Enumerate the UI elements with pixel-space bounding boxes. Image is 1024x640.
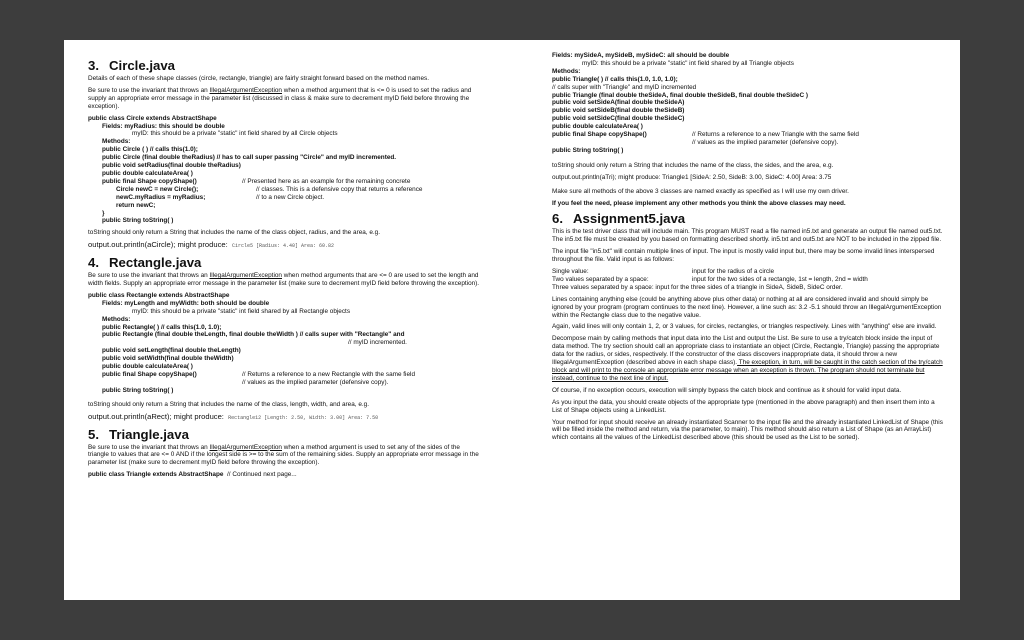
input-format-row: Three values separated by a space: input for the three sides of a triangle in SideA, SideB, SideC order. — [552, 283, 843, 291]
section-heading-assignment5 — [552, 211, 944, 226]
output-example — [88, 413, 480, 423]
method-line: public void setSideA(final double theSideA) — [552, 99, 685, 107]
paragraph — [88, 444, 480, 468]
method-line: public double calculateArea( ) — [102, 363, 193, 371]
method-line: } — [102, 209, 105, 217]
section-number: 5. — [88, 426, 99, 442]
class-signature: public class Rectangle extends AbstractShape — [88, 291, 230, 299]
method-line — [88, 379, 480, 387]
paragraph: toString should only return a String that includes the name of the class, length, width, and area, e.g. — [88, 400, 370, 408]
label: Two values separated by a space: — [552, 275, 649, 283]
method-line: public double calculateArea( ) — [552, 123, 643, 131]
methods-label: Methods: — [102, 315, 131, 323]
paragraph: Again, valid lines will only contain 1, 2, or 3 values, for circles, rectangles, or triangles respectively. Lines with "anything" else are invalid. — [552, 323, 937, 331]
exception-link: IllegalArgumentException — [209, 86, 282, 94]
code: Circle newC = new Circle(); — [116, 185, 199, 193]
text: output.out.println(aRect); might produce: — [88, 411, 224, 421]
value: input for the two sides of a rectangle, 1st = length, 2nd = width — [692, 275, 868, 283]
exception-link: IllegalArgumentException — [209, 272, 282, 280]
method-line — [552, 139, 944, 147]
method-line: public void setWidth(final double theWidth) — [102, 355, 234, 363]
underlined-text: The exception, in turn, will be caught in the catch section of the try/catch block and will print to the console an appropriate error message when an exception is thrown. The program should not terminate but instead, continue to the next line of input. — [552, 359, 943, 382]
section-number: 3. — [88, 58, 99, 73]
class-signature: public class Triangle extends AbstractShape — [88, 471, 224, 479]
paragraph: The input file "in5.txt" will contain multiple lines of input. The input is mostly valid input but, there may be some invalid lines interspersed throughout the file. Valid input is as follows: — [552, 248, 935, 264]
label: Single value: — [552, 268, 589, 276]
section-title: Triangle.java — [109, 426, 189, 442]
text: when a method argument that is <= 0 is used to set the radius and supply an appropriate error message in the parameter list (discussed in class & make sure to decrement myID field before throwing the exception). — [88, 86, 472, 110]
method-line: public Rectangle (final double theLength, final double theWidth ) // calls super with "Rectangle" and — [102, 331, 405, 339]
document-page — [64, 40, 960, 600]
section-heading-rectangle — [88, 255, 480, 270]
comment-line: // calls super with "Triangle" and myID incremented — [552, 83, 697, 91]
text: when method arguments that are <= 0 are used to set the length and width fields. Supply an appropriate error message in the parameter list (make sure to decrement myID field before throwing the exception). — [88, 272, 480, 288]
right-column — [552, 52, 944, 446]
method-line: public void setLength(final double theLength) — [102, 347, 241, 355]
section-number: 6. — [552, 211, 563, 227]
paragraph — [552, 335, 944, 382]
comment-line: // myID incremented. — [348, 339, 407, 347]
code: public final Shape copyShape() — [102, 177, 197, 185]
method-line — [88, 186, 480, 194]
method-line: public Triangle (final double theSideA, final double theSideB, final double theSideC ) — [552, 91, 808, 99]
section-number: 4. — [88, 255, 99, 271]
fields-line: myID: this should be a private "static" int field shared by all Circle objects — [132, 130, 338, 138]
input-format-row — [552, 276, 944, 284]
fields-line: myID: this should be a private "static" int field shared by all Triangle objects — [582, 59, 794, 67]
fields-line: Fields: mySideA, mySideB, mySideC: all should be double — [552, 52, 730, 59]
paragraph — [88, 87, 480, 111]
method-line: public Circle ( ) // calls this(1.0); — [102, 146, 198, 154]
method-line: public double calculateArea( ) — [102, 169, 193, 177]
method-line: public void setSideC(final double theSideC) — [552, 115, 685, 123]
method-line: public Circle (final double theRadius) // has to call super passing "Circle" and myID incremented. — [102, 154, 397, 162]
fields-line: Fields: myRadius: this should be double — [102, 122, 225, 130]
comment: // classes. This is a defensive copy that returns a reference — [256, 185, 423, 193]
code: public final Shape copyShape() — [102, 371, 197, 378]
continued-note: // Continued next page... — [227, 471, 297, 479]
fields-line: Fields: myLength and myWidth: both should be double — [102, 299, 270, 307]
comment: // Returns a reference to a new Triangle with the same field — [692, 131, 859, 139]
comment: // to a new Circle object. — [256, 193, 325, 201]
paragraph: Make sure all methods of the above 3 classes are named exactly as specified as I will use my own driver. — [552, 187, 849, 195]
section-title: Rectangle.java — [109, 255, 202, 271]
paragraph: Of course, if no exception occurs, execution will simply bypass the catch block and continue as it should for valid input data. — [552, 386, 902, 394]
output-value: Circle5 [Radius: 4.40] Area: 60.82 — [231, 243, 334, 250]
method-line: public Rectangle( ) // calls this(1.0, 1.0); — [102, 323, 222, 331]
method-line — [88, 371, 480, 379]
text: Be sure to use the invariant that throws an — [88, 443, 210, 451]
methods-label: Methods: — [102, 138, 131, 146]
comment: // values as the implied parameter (defensive copy). — [242, 378, 389, 386]
value: input for the radius of a circle — [692, 268, 775, 276]
code: public final Shape copyShape() — [552, 131, 647, 139]
method-line: public String toString( ) — [102, 217, 174, 225]
exception-link: IllegalArgumentException — [209, 443, 282, 451]
method-line — [88, 194, 480, 202]
class-signature: public class Circle extends AbstractShape — [88, 114, 217, 122]
paragraph: Details of each of these shape classes (circle, rectangle, triangle) are fairly straight forward based on the method names. — [88, 75, 430, 82]
text: output.out.println(aCircle); might produce: — [88, 240, 228, 250]
comment: // Presented here as an example for the remaining concrete — [242, 177, 411, 185]
paragraph: toString should only return a String that includes the name of the class object, radius, and the area, e.g. — [88, 229, 381, 237]
method-line: public Triangle( ) // calls this(1.0, 1.0, 1.0); — [552, 75, 678, 83]
class-signature-line — [88, 471, 480, 479]
text: Decompose main by calling methods that input data into the List and output the List. Be sure to use a try/catch block inside the input of data method. The try section should call an appropriate class to instantiate an object (Circle, Rectangle, Triangle) passing the appropriate data for the radius, or sides, respectively. If the constructor of the class discovers inappropriate data, it should throw a new IllegalArgumentException (described above in each shape class). — [552, 335, 940, 367]
section-heading-circle — [88, 58, 480, 73]
method-line: public void setRadius(final double theRadius) — [102, 162, 241, 170]
text: when a method argument is used to set any of the sides of the triangle to values that are <= 0 AND if the longest side is >= to the sum of the remaining sides. Supply an appropriate error message in the parameter list (make sure to decrement myID field before throwing the exception). — [88, 443, 479, 467]
left-column — [88, 54, 480, 479]
paragraph: Lines containing anything else (could be anything above plus other data) or nothing at all are considered invalid and should simply be ignored by your program (program continues to the next line). However, a line such as: 3.2 -5.1 should throw an IllegalArgumentException within the Rectangle class due to the negative value. — [552, 295, 942, 319]
text: Be sure to use the invariant that throws an — [88, 272, 210, 280]
section-heading-triangle — [88, 427, 480, 442]
section-title: Circle.java — [109, 58, 175, 73]
methods-label: Methods: — [552, 67, 581, 75]
paragraph: toString should only return a String that includes the name of the class, the sides, and the area, e.g. — [552, 161, 834, 169]
paragraph — [88, 272, 480, 288]
paragraph: As you input the data, you should create objects of the appropriate type (mentioned in the above paragraph) and then insert them into a List of Shape objects using a LinkedList. — [552, 398, 935, 414]
method-line — [552, 131, 944, 139]
method-line: return newC; — [116, 201, 156, 209]
method-line: public String toString( ) — [102, 386, 174, 394]
paragraph: This is the test driver class that will include main. This program MUST read a file named in5.txt and generate an output file named out5.txt. The in5.txt file must be created by you based on formatting described shortly. in5.txt and out5.txt are NOT to be included in the zipped file. — [552, 228, 943, 244]
output-value: Rectangle12 [Length: 2.50, Width: 3.00] Area: 7.50 — [228, 414, 379, 421]
text: Be sure to use the invariant that throws an — [88, 86, 210, 94]
output-example — [88, 241, 480, 251]
comment: // values as the implied parameter (defensive copy). — [692, 138, 839, 146]
output-example: output.out.println(aTri); might produce: Triangle1 [SideA: 2.50, SideB: 3.00, SideC: 4.00] Area: 3.75 — [552, 173, 832, 181]
comment: // Returns a reference to a new Rectangle with the same field — [242, 371, 415, 378]
section-title: Assignment5.java — [573, 211, 686, 227]
method-line: public String toString( ) — [552, 146, 624, 154]
method-line — [88, 178, 480, 186]
method-line: public void setSideB(final double theSideB) — [552, 107, 685, 115]
code: newC.myRadius = myRadius; — [116, 193, 206, 201]
fields-line: myID: this should be a private "static" int field shared by all Rectangle objects — [132, 307, 351, 315]
paragraph: If you feel the need, please implement any other methods you think the above classes may need. — [552, 199, 846, 207]
input-format-row — [552, 268, 944, 276]
paragraph: Your method for input should receive an already instantiated Scanner to the input file and the already instantiated LinkedList of Shape (this will be filled inside the method and return, via the parameter, to main). This method should also return a List of Shape (as an ArrayList) which contains all the values of the LinkedList described above (this should be used as the List to be sorted). — [552, 418, 943, 442]
